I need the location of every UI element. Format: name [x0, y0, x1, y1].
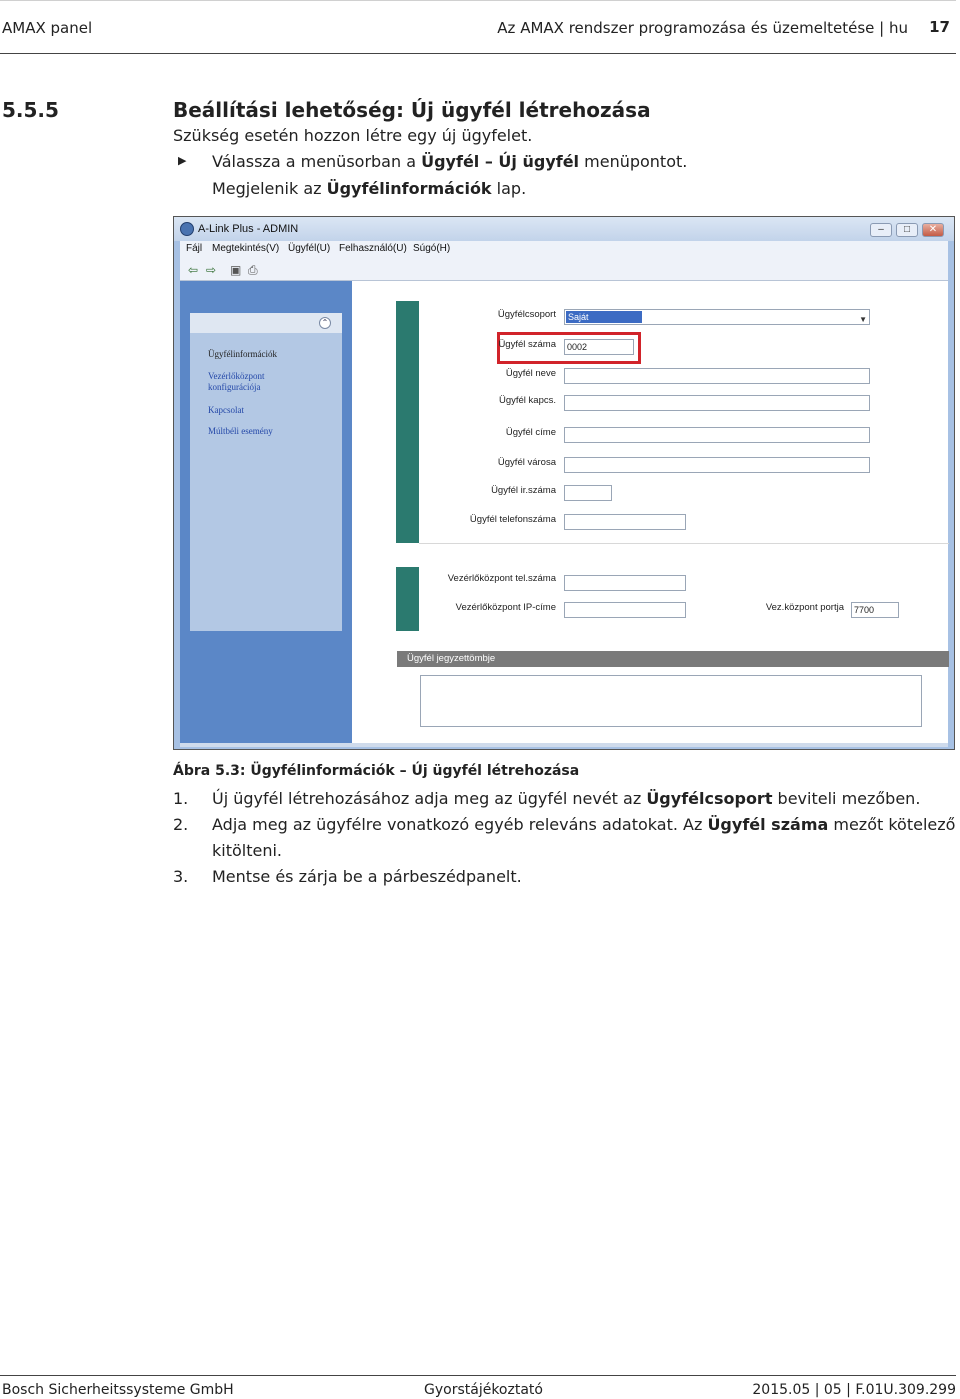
application-screenshot — [173, 216, 955, 750]
main-form-area — [352, 281, 948, 743]
contact-input[interactable] — [564, 395, 870, 411]
footer-rule — [0, 1375, 956, 1376]
list-item: Adja meg az ügyfélre vonatkozó egyéb releváns adatokat. Az Ügyfél száma mezőt kötelező kitölteni. — [212, 815, 956, 860]
name-input[interactable] — [564, 368, 870, 384]
port-input[interactable]: 7700 — [851, 602, 899, 618]
panel-phone-label: Vezérlőközpont tel.száma — [447, 573, 556, 584]
header-product: AMAX panel — [2, 19, 93, 37]
list-item: Új ügyfél létrehozásához adja meg az ügyfél nevét az Ügyfélcsoport beviteli mezőben. — [212, 789, 921, 808]
name-label: Ügyfél neve — [505, 368, 556, 379]
nav-panel-config[interactable]: Vezérlőközpont konfigurációja — [208, 371, 265, 392]
status-bar — [180, 743, 948, 747]
back-arrow-icon[interactable]: ⇦ — [188, 263, 199, 277]
menu-bar — [180, 241, 948, 259]
nav-customer-info[interactable]: Ügyfélinformációk — [208, 349, 277, 359]
app-icon — [180, 222, 194, 236]
window-titlebar — [174, 217, 954, 241]
menu-file[interactable]: Fájl — [186, 243, 203, 254]
footer-doc-id: 2015.05 | 05 | F.01U.309.299 — [752, 1382, 956, 1398]
phone-input[interactable] — [564, 514, 686, 530]
nav-connection[interactable]: Kapcsolat — [208, 405, 244, 415]
minimize-button[interactable]: – — [870, 223, 892, 237]
city-input[interactable] — [564, 457, 870, 473]
print-icon[interactable]: ⎙ — [248, 263, 258, 277]
zip-input[interactable] — [564, 485, 612, 501]
city-label: Ügyfél városa — [497, 457, 556, 468]
toolbar — [180, 259, 948, 281]
instruction-step: Válassza a menüsorban a Ügyfél – Új ügyfél menüpontot. — [212, 152, 688, 171]
save-icon[interactable]: ▣ — [230, 263, 242, 277]
menu-user[interactable]: Felhasználó(U) — [339, 243, 407, 254]
figure-caption: Ábra 5.3: Ügyfélinformációk – Új ügyfél létrehozása — [173, 763, 580, 779]
forward-arrow-icon[interactable]: ⇨ — [206, 263, 217, 277]
group-label: Ügyfélcsoport — [497, 309, 556, 320]
group-select[interactable] — [564, 309, 870, 334]
step-arrow-icon: ▶ — [178, 154, 187, 167]
list-number: 2. — [173, 815, 189, 834]
footer-company: Bosch Sicherheitssysteme GmbH — [2, 1382, 234, 1398]
instruction-result: Megjelenik az Ügyfélinformációk lap. — [212, 179, 527, 198]
panel-phone-input[interactable] — [564, 575, 686, 591]
port-label: Vez.központ portja — [765, 602, 844, 613]
maximize-button[interactable]: □ — [896, 223, 918, 237]
header-document-title: Az AMAX rendszer programozása és üzemeltetése | hu — [497, 19, 908, 37]
number-input[interactable]: 0002 — [564, 339, 634, 355]
page-number: 17 — [929, 18, 950, 36]
menu-customer[interactable]: Ügyfél(U) — [288, 243, 331, 254]
form-section-strip — [396, 301, 419, 543]
chevron-down-icon[interactable]: ▼ — [859, 315, 867, 324]
contact-label: Ügyfél kapcs. — [498, 395, 556, 406]
zip-label: Ügyfél ir.száma — [491, 485, 556, 496]
header-rule — [0, 53, 956, 54]
address-input[interactable] — [564, 427, 870, 443]
section-title: Beállítási lehetőség: Új ügyfél létrehozása — [173, 98, 651, 122]
list-number: 3. — [173, 867, 189, 886]
notes-textarea[interactable] — [420, 675, 922, 727]
group-selected-value: Saját ügyfélcsoport — [566, 311, 642, 323]
panel-ip-label: Vezérlőközpont IP-címe — [455, 602, 556, 613]
list-item: Mentse és zárja be a párbeszédpanelt. — [212, 867, 522, 886]
section-divider — [419, 543, 949, 544]
panel-ip-input[interactable] — [564, 602, 686, 618]
footer-doc-type: Gyorstájékoztató — [424, 1382, 543, 1398]
notes-header: Ügyfél jegyzettömbje — [397, 651, 949, 667]
navigation-pane — [190, 313, 342, 631]
number-label: Ügyfél száma — [498, 339, 556, 350]
intro-paragraph: Szükség esetén hozzon létre egy új ügyfelet. — [173, 126, 533, 145]
window-title: A-Link Plus - ADMIN — [198, 223, 299, 235]
section-number: 5.5.5 — [2, 98, 59, 122]
nav-event-history[interactable]: Múltbéli esemény — [208, 426, 273, 436]
header-top-rule — [0, 0, 956, 1]
menu-help[interactable]: Súgó(H) — [413, 243, 451, 254]
menu-view[interactable]: Megtekintés(V) — [212, 243, 280, 254]
collapse-icon[interactable]: ⌃ — [319, 317, 331, 329]
phone-label: Ügyfél telefonszáma — [469, 514, 556, 525]
close-button[interactable]: ✕ — [922, 223, 944, 237]
list-number: 1. — [173, 789, 189, 808]
address-label: Ügyfél címe — [505, 427, 556, 438]
